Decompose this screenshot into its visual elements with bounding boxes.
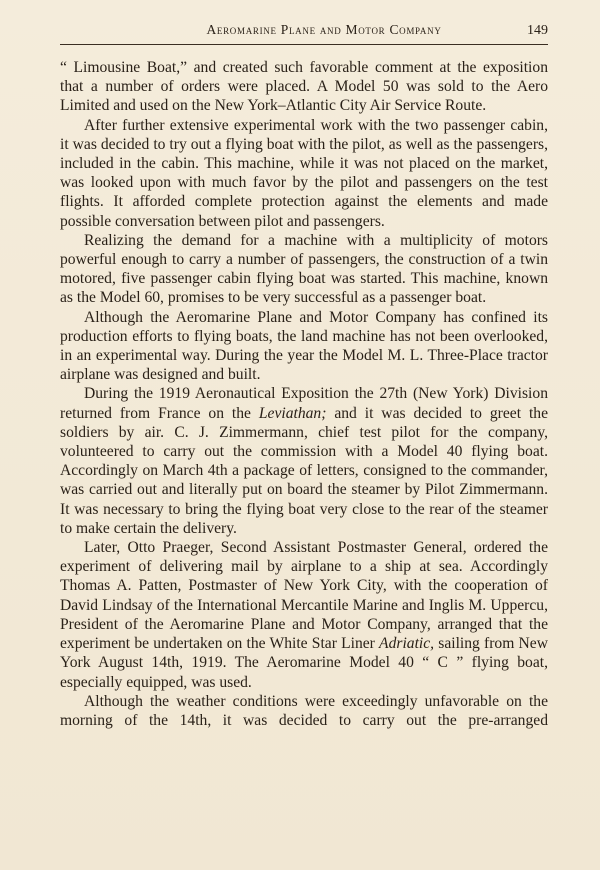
running-title: Aeromarine Plane and Motor Company: [206, 22, 442, 37]
paragraph-text: sailing from New York August 14th, 1919. The Aeromarine Model 40 “ C ” flying boat, especially equipped, was used.: [60, 635, 548, 691]
page-number: 149: [527, 23, 548, 38]
paragraph: [60, 58, 548, 116]
paragraph: [60, 116, 548, 231]
paragraph: [60, 538, 548, 692]
paragraph: [60, 231, 548, 308]
running-head: [60, 22, 548, 44]
paragraph: [60, 308, 548, 385]
paragraph-text: Later, Otto Praeger, Second Assistant Postmaster General, ordered the experiment of delivering mail by airplane to a ship at sea. Accordingly Thomas A. Patten, Postmaster of New York City, with the cooperation of David Lindsay of the International Mercantile Marine and Inglis M. Uppercu, President of the Aeromarine Plane and Motor Company, arranged that the experiment be undertaken on the White Star Liner: [60, 539, 548, 653]
italic-text: Adriatic,: [379, 635, 435, 653]
paragraph: [60, 692, 548, 730]
paragraph-text: Realizing the demand for a machine with a multiplicity of motors powerful enough to carry a number of passengers, the construction of a twin motored, five passenger cabin flying boat was started. This machine, known as the Model 60, promises to be very successful as a passenger boat.: [60, 231, 548, 307]
paragraph-text: After further extensive experimental work with the two passenger cabin, it was decided to try out a flying boat with the pilot, as well as the passengers, included in the cabin. This machine, while it was not placed on the market, was looked upon with much favor by the pilot and passengers on the test flights. It afforded complete protection against the elements and made possible conversation between pilot and passengers.: [60, 116, 548, 230]
italic-text: Leviathan;: [258, 404, 327, 422]
paragraph-text: During the 1919 Aeronautical Exposition the 27th (New York) Division returned from France on the: [60, 385, 548, 422]
paragraph-text: Although the Aeromarine Plane and Motor Company has confined its production efforts to flying boats, the land machine has not been overlooked, in an experimental way. During the year the Model M. L. Three-Place tractor airplane was designed and built.: [60, 308, 548, 384]
paragraph-text: “ Limousine Boat,” and created such favorable comment at the exposition that a number of orders were placed. A Model 50 was sold to the Aero Limited and used on the New York–Atlantic City Air Service Route.: [60, 59, 548, 115]
paragraph-text: Although the weather conditions were exceedingly unfavorable on the morning of the 14th, it was decided to carry out the pre-arranged: [60, 692, 548, 729]
paragraph-text: and it was decided to greet the soldiers by air. C. J. Zimmermann, chief test pilot for the company, volunteered to carry out the commission with a Model 40 flying boat. Accordingly on March 4th a package of letters, consigned to the commander, was carried out and literally put on board the steamer by Pilot Zimmermann. It was necessary to bring the flying boat very close to the rear of the steamer to make certain the delivery.: [60, 404, 549, 537]
body-text: [60, 58, 548, 730]
header-rule: [60, 44, 548, 45]
paragraph: [60, 384, 548, 538]
